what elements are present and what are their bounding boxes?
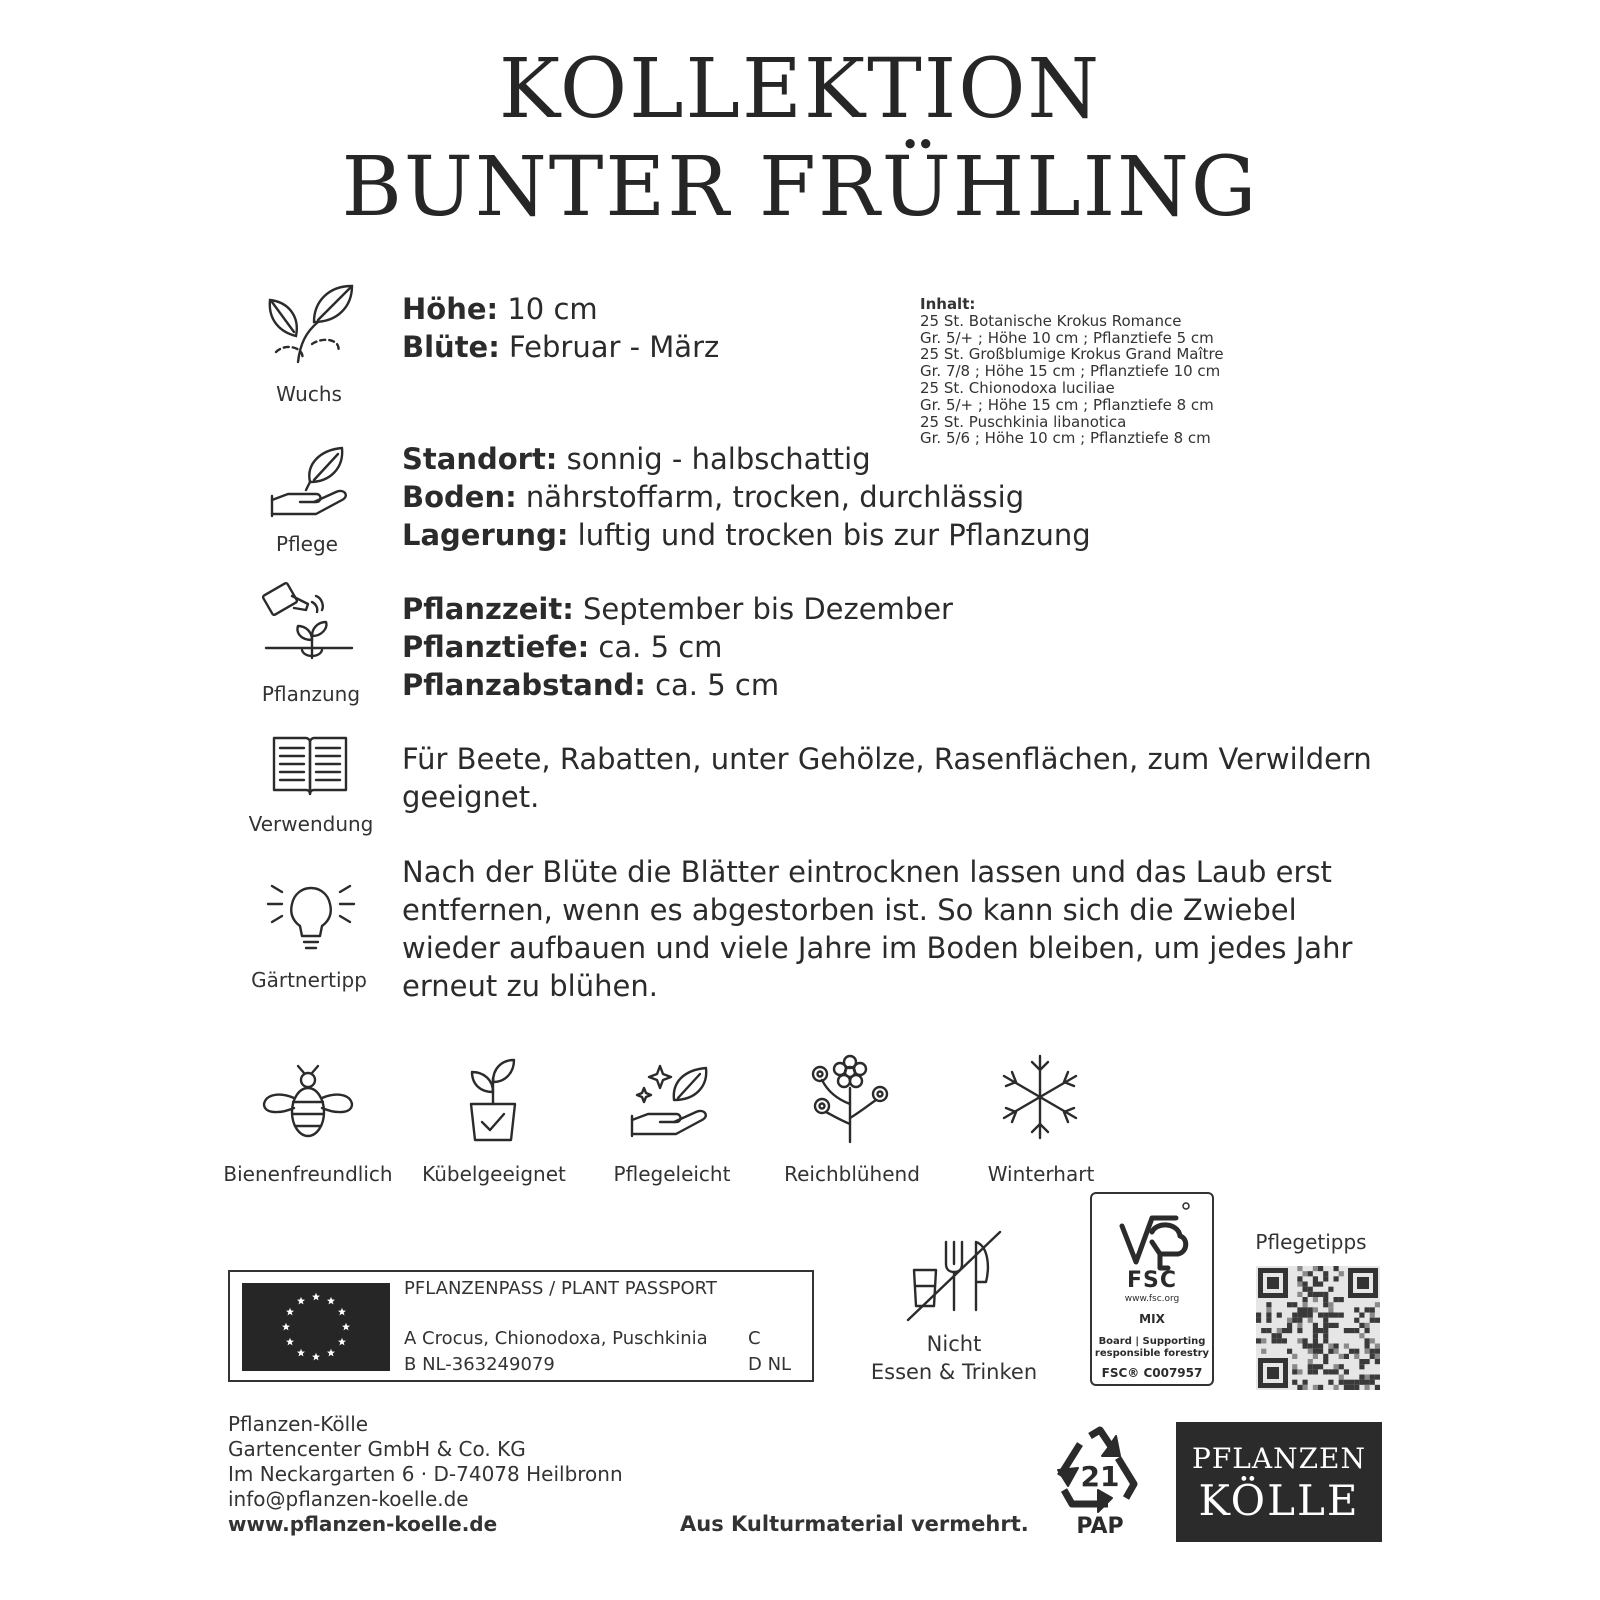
qr-cell — [1323, 1302, 1328, 1307]
flowers-icon — [804, 1054, 896, 1144]
bee-icon — [262, 1064, 354, 1140]
care-hand-icon — [270, 446, 352, 522]
contents-line: 25 St. Puschkinia libanotica — [920, 412, 1127, 431]
qr-cell — [1375, 1375, 1380, 1380]
qr-cell — [1354, 1380, 1359, 1385]
qr-cell — [1297, 1369, 1302, 1374]
qr-cell — [1313, 1282, 1318, 1287]
qr-cell — [1359, 1333, 1364, 1338]
qr-cell — [1313, 1276, 1318, 1281]
info-line-pflanzabstand: Pflanzabstand: ca. 5 cm — [402, 668, 780, 702]
qr-cell — [1297, 1282, 1302, 1287]
address-email-link[interactable]: info@pflanzen-koelle.de — [228, 1487, 469, 1511]
tip-line: Nach der Blüte die Blätter eintrocknen lassen und das Laub erst — [402, 855, 1332, 889]
qr-cell — [1292, 1302, 1297, 1307]
qr-cell — [1375, 1349, 1380, 1354]
qr-cell — [1261, 1328, 1266, 1333]
company-address — [228, 1412, 623, 1537]
qr-cell — [1272, 1338, 1277, 1343]
qr-cell — [1370, 1375, 1375, 1380]
qr-cell — [1318, 1292, 1323, 1297]
qr-cell — [1344, 1328, 1349, 1333]
qr-cell — [1277, 1338, 1282, 1343]
qr-cell — [1277, 1313, 1282, 1318]
qr-cell — [1339, 1375, 1344, 1380]
info-line-lagerung: Lagerung: luftig und trocken bis zur Pflanzung — [402, 518, 1091, 552]
section-label-gaertnertipp: Gärtnertipp — [251, 968, 367, 992]
qr-cell — [1256, 1318, 1261, 1323]
brand-logo — [1176, 1422, 1382, 1542]
qr-cell — [1354, 1349, 1359, 1354]
qr-cell — [1328, 1349, 1333, 1354]
qr-cell — [1308, 1287, 1313, 1292]
qr-cell — [1323, 1271, 1328, 1276]
qr-cell — [1323, 1323, 1328, 1328]
qr-cell — [1354, 1307, 1359, 1312]
passport-a: A Crocus, Chionodoxa, Puschkinia — [404, 1328, 708, 1349]
qr-cell — [1303, 1307, 1308, 1312]
qr-cell — [1287, 1318, 1292, 1323]
qr-cell — [1328, 1287, 1333, 1292]
brand-line-2: KÖLLE — [1198, 1476, 1360, 1525]
qr-cell — [1313, 1364, 1318, 1369]
qr-cell — [1365, 1380, 1370, 1385]
open-book-icon — [272, 734, 348, 796]
info-line-bluete: Blüte: Februar - März — [402, 330, 720, 364]
qr-cell — [1308, 1271, 1313, 1276]
qr-cell — [1370, 1349, 1375, 1354]
qr-cell — [1318, 1266, 1323, 1271]
passport-header: PFLANZENPASS / PLANT PASSPORT — [404, 1278, 717, 1299]
qr-cell — [1303, 1302, 1308, 1307]
qr-cell — [1287, 1323, 1292, 1328]
gaertnertipp-info — [402, 853, 1352, 1005]
qr-code-icon[interactable] — [1256, 1266, 1380, 1390]
qr-cell — [1349, 1380, 1354, 1385]
qr-cell — [1365, 1328, 1370, 1333]
qr-cell — [1339, 1271, 1344, 1276]
fsc-board-line-1: Board | Supporting — [1098, 1336, 1206, 1347]
qr-cell — [1297, 1318, 1302, 1323]
qr-cell — [1318, 1282, 1323, 1287]
qr-cell — [1375, 1359, 1380, 1364]
qr-cell — [1365, 1359, 1370, 1364]
qr-cell — [1308, 1369, 1313, 1374]
recycling-number: 21 — [1080, 1460, 1120, 1493]
info-line-hoehe: Höhe: 10 cm — [402, 292, 598, 326]
qr-cell — [1323, 1313, 1328, 1318]
address-website-link[interactable]: www.pflanzen-koelle.de — [228, 1512, 498, 1536]
info-line-standort: Standort: sonnig - halbschattig — [402, 442, 871, 476]
eu-star-icon — [312, 1353, 320, 1361]
qr-cell — [1328, 1380, 1333, 1385]
tip-line: wieder aufbauen und viele Jahre im Boden bleiben, um jedes Jahr — [402, 931, 1353, 965]
fsc-badge — [1090, 1192, 1214, 1386]
qr-cell — [1365, 1338, 1370, 1343]
qr-cell — [1365, 1349, 1370, 1354]
pflege-info — [402, 440, 1091, 554]
qr-cell — [1375, 1344, 1380, 1349]
eu-star-icon — [338, 1338, 346, 1346]
eu-star-icon — [282, 1323, 290, 1331]
qr-cell — [1292, 1313, 1297, 1318]
eu-star-icon — [327, 1297, 335, 1305]
verwendung-info — [402, 740, 1372, 816]
qr-cell — [1272, 1333, 1277, 1338]
qr-cell — [1328, 1344, 1333, 1349]
qr-cell — [1297, 1385, 1302, 1390]
plant-passport — [228, 1270, 814, 1382]
qr-cell — [1334, 1276, 1339, 1281]
contents-line: 25 St. Botanische Krokus Romance — [920, 311, 1182, 330]
not-food-icon — [906, 1230, 1002, 1322]
contents-line: Gr. 5/+ ; Höhe 15 cm ; Pflanztiefe 8 cm — [920, 395, 1214, 414]
qr-cell — [1375, 1354, 1380, 1359]
qr-cell — [1313, 1369, 1318, 1374]
qr-cell — [1334, 1313, 1339, 1318]
warning-line-2: Essen & Trinken — [870, 1360, 1038, 1384]
tip-line: erneut zu blühen. — [402, 969, 658, 1003]
qr-cell — [1334, 1344, 1339, 1349]
warning-line-1: Nicht — [926, 1332, 982, 1356]
pot-icon — [468, 1056, 518, 1142]
qr-cell — [1303, 1344, 1308, 1349]
fsc-board-line-2: responsible forestry — [1094, 1348, 1210, 1359]
qr-cell — [1266, 1313, 1271, 1318]
qr-cell — [1359, 1323, 1364, 1328]
info-line-pflanztiefe: Pflanztiefe: ca. 5 cm — [402, 630, 723, 664]
qr-cell — [1365, 1375, 1370, 1380]
qr-cell — [1375, 1385, 1380, 1390]
qr-cell — [1328, 1323, 1333, 1328]
qr-cell — [1370, 1354, 1375, 1359]
qr-cell — [1375, 1318, 1380, 1323]
qr-cell — [1344, 1380, 1349, 1385]
eu-star-icon — [297, 1349, 305, 1357]
section-label-verwendung: Verwendung — [248, 812, 374, 836]
qr-cell — [1359, 1375, 1364, 1380]
qr-cell — [1303, 1282, 1308, 1287]
qr-cell — [1359, 1313, 1364, 1318]
qr-cell — [1339, 1313, 1344, 1318]
section-label-wuchs: Wuchs — [276, 382, 342, 406]
qr-cell — [1303, 1380, 1308, 1385]
qr-cell — [1287, 1328, 1292, 1333]
qr-cell — [1303, 1287, 1308, 1292]
pflanzung-info — [402, 590, 953, 704]
eu-star-icon — [338, 1308, 346, 1316]
info-line-pflanzzeit: Pflanzzeit: September bis Dezember — [402, 592, 953, 626]
qr-cell — [1297, 1338, 1302, 1343]
qr-cell — [1323, 1338, 1328, 1343]
qr-cell — [1375, 1302, 1380, 1307]
qr-cell — [1303, 1297, 1308, 1302]
qr-cell — [1308, 1292, 1313, 1297]
footer-note: Aus Kulturmaterial vermehrt. — [680, 1512, 1029, 1536]
qr-cell — [1365, 1385, 1370, 1390]
feature-label-winterhart: Winterhart — [987, 1162, 1095, 1186]
qr-cell — [1334, 1266, 1339, 1271]
qr-cell — [1328, 1302, 1333, 1307]
passport-d: D NL — [748, 1354, 792, 1375]
qr-cell — [1334, 1323, 1339, 1328]
brand-line-1: PFLANZEN — [1192, 1442, 1366, 1475]
eu-star-icon — [286, 1308, 294, 1316]
qr-cell — [1303, 1313, 1308, 1318]
qr-cell — [1328, 1313, 1333, 1318]
qr-cell — [1303, 1338, 1308, 1343]
qr-cell — [1266, 1307, 1271, 1312]
address-line: Im Neckargarten 6 · D-74078 Heilbronn — [228, 1462, 623, 1486]
qr-cell — [1287, 1302, 1292, 1307]
qr-cell — [1323, 1359, 1328, 1364]
qr-cell — [1313, 1266, 1318, 1271]
verwendung-line: Für Beete, Rabatten, unter Gehölze, Rasenflächen, zum Verwildern — [402, 742, 1372, 776]
qr-cell — [1339, 1380, 1344, 1385]
qr-cell — [1344, 1354, 1349, 1359]
recycling-code: PAP — [1076, 1514, 1124, 1539]
qr-cell — [1308, 1359, 1313, 1364]
qr-cell — [1344, 1369, 1349, 1374]
qr-cell — [1313, 1354, 1318, 1359]
qr-cell — [1277, 1328, 1282, 1333]
qr-cell — [1359, 1380, 1364, 1385]
qr-cell — [1370, 1313, 1375, 1318]
qr-cell — [1365, 1323, 1370, 1328]
feature-label-pflegeleicht: Pflegeleicht — [613, 1162, 731, 1186]
qr-cell — [1313, 1323, 1318, 1328]
qr-cell — [1297, 1328, 1302, 1333]
tip-line: entfernen, wenn es abgestorben ist. So kann sich die Zwiebel — [402, 893, 1297, 927]
qr-cell — [1292, 1380, 1297, 1385]
verwendung-line: geeignet. — [402, 780, 540, 814]
passport-c: C — [748, 1328, 761, 1349]
qr-cell — [1261, 1349, 1266, 1354]
watering-can-icon — [262, 578, 354, 664]
address-line: Pflanzen-Kölle — [228, 1412, 369, 1436]
qr-cell — [1313, 1338, 1318, 1343]
fsc-tree-icon — [1116, 1202, 1192, 1272]
contents-list — [920, 296, 1224, 447]
eu-star-icon — [312, 1293, 320, 1301]
eu-flag-icon — [242, 1283, 390, 1371]
qr-cell — [1354, 1318, 1359, 1323]
qr-cell — [1328, 1369, 1333, 1374]
qr-cell — [1292, 1318, 1297, 1323]
qr-cell — [1256, 1338, 1261, 1343]
contents-line: Gr. 5/+ ; Höhe 10 cm ; Pflanztiefe 5 cm — [920, 328, 1214, 347]
passport-b: B NL-363249079 — [404, 1354, 555, 1375]
qr-cell — [1256, 1313, 1261, 1318]
qr-cell — [1297, 1307, 1302, 1312]
snowflake-icon — [998, 1054, 1082, 1140]
fsc-code: FSC® C007957 — [1101, 1366, 1203, 1380]
qr-cell — [1354, 1354, 1359, 1359]
wuchs-info — [402, 290, 719, 366]
qr-cell — [1334, 1369, 1339, 1374]
qr-cell — [1287, 1349, 1292, 1354]
qr-cell — [1277, 1333, 1282, 1338]
qr-cell — [1318, 1313, 1323, 1318]
qr-cell — [1313, 1307, 1318, 1312]
qr-cell — [1297, 1313, 1302, 1318]
qr-cell — [1297, 1292, 1302, 1297]
qr-cell — [1323, 1333, 1328, 1338]
contents-line: 25 St. Chionodoxa luciliae — [920, 378, 1115, 397]
fsc-mix: MIX — [1139, 1312, 1165, 1326]
qr-cell — [1292, 1354, 1297, 1359]
eu-star-icon — [342, 1323, 350, 1331]
qr-cell — [1323, 1292, 1328, 1297]
qr-cell — [1266, 1302, 1271, 1307]
qr-cell — [1318, 1328, 1323, 1333]
qr-cell — [1328, 1307, 1333, 1312]
qr-cell — [1313, 1385, 1318, 1390]
qr-cell — [1370, 1318, 1375, 1323]
qr-cell — [1313, 1333, 1318, 1338]
eu-star-icon — [286, 1338, 294, 1346]
qr-cell — [1261, 1338, 1266, 1343]
qr-cell — [1297, 1323, 1302, 1328]
contents-line: 25 St. Großblumige Krokus Grand Maître — [920, 345, 1224, 364]
qr-cell — [1313, 1297, 1318, 1302]
qr-cell — [1323, 1276, 1328, 1281]
fsc-url: www.fsc.org — [1124, 1294, 1180, 1304]
qr-cell — [1370, 1338, 1375, 1343]
qr-cell — [1359, 1359, 1364, 1364]
qr-cell — [1303, 1271, 1308, 1276]
qr-cell — [1370, 1380, 1375, 1385]
eu-stars-icon — [242, 1283, 390, 1371]
contents-line: Gr. 5/6 ; Höhe 10 cm ; Pflanztiefe 8 cm — [920, 429, 1211, 448]
qr-cell — [1344, 1385, 1349, 1390]
qr-cell — [1308, 1364, 1313, 1369]
easy-care-icon — [630, 1060, 712, 1140]
eu-star-icon — [297, 1297, 305, 1305]
feature-label-kuebelgeeignet: Kübelgeeignet — [422, 1162, 566, 1186]
qr-cell — [1303, 1385, 1308, 1390]
qr-cell — [1323, 1297, 1328, 1302]
qr-cell — [1365, 1344, 1370, 1349]
qr-cell — [1266, 1328, 1271, 1333]
qr-cell — [1354, 1385, 1359, 1390]
qr-cell — [1334, 1297, 1339, 1302]
qr-cell — [1359, 1364, 1364, 1369]
qr-cell — [1323, 1318, 1328, 1323]
qr-cell — [1313, 1349, 1318, 1354]
qr-cell — [1334, 1349, 1339, 1354]
section-label-pflanzung: Pflanzung — [261, 682, 361, 706]
qr-cell — [1323, 1354, 1328, 1359]
info-line-boden: Boden: nährstoffarm, trocken, durchlässig — [402, 480, 1025, 514]
qr-cell — [1282, 1338, 1287, 1343]
qr-cell — [1318, 1385, 1323, 1390]
qr-cell — [1349, 1349, 1354, 1354]
qr-cell — [1365, 1307, 1370, 1312]
qr-cell — [1323, 1369, 1328, 1374]
qr-cell — [1370, 1307, 1375, 1312]
qr-cell — [1308, 1349, 1313, 1354]
title-line-2: BUNTER FRÜHLING — [341, 140, 1259, 235]
eu-star-icon — [327, 1349, 335, 1357]
qr-cell — [1349, 1328, 1354, 1333]
contents-line: Gr. 7/8 ; Höhe 15 cm ; Pflanztiefe 10 cm — [920, 362, 1221, 381]
qr-cell — [1354, 1328, 1359, 1333]
qr-cell — [1297, 1266, 1302, 1271]
qr-cell — [1334, 1364, 1339, 1369]
qr-cell — [1318, 1349, 1323, 1354]
qr-cell — [1292, 1364, 1297, 1369]
qr-cell — [1266, 1318, 1271, 1323]
address-line: Gartencenter GmbH & Co. KG — [228, 1437, 526, 1461]
qr-cell — [1344, 1344, 1349, 1349]
qr-cell — [1313, 1292, 1318, 1297]
section-label-pflege: Pflege — [276, 532, 338, 556]
qr-cell — [1339, 1354, 1344, 1359]
qr-cell — [1313, 1344, 1318, 1349]
qr-cell — [1308, 1307, 1313, 1312]
fsc-name: FSC — [1126, 1268, 1178, 1293]
qr-cell — [1318, 1364, 1323, 1369]
feature-label-reichbluehend: Reichblühend — [784, 1162, 920, 1186]
qr-cell — [1349, 1385, 1354, 1390]
qr-cell — [1308, 1313, 1313, 1318]
qr-cell — [1318, 1344, 1323, 1349]
qr-cell — [1339, 1297, 1344, 1302]
qr-cell — [1308, 1344, 1313, 1349]
qr-cell — [1292, 1369, 1297, 1374]
qr-cell — [1323, 1328, 1328, 1333]
contents-heading: Inhalt: — [920, 295, 976, 313]
feature-label-bienenfreundlich: Bienenfreundlich — [223, 1162, 393, 1186]
qr-cell — [1339, 1364, 1344, 1369]
plant-growth-icon — [266, 282, 356, 366]
title-line-1: KOLLEKTION — [498, 42, 1102, 137]
qr-cell — [1334, 1385, 1339, 1390]
qr-cell — [1313, 1328, 1318, 1333]
qr-cell — [1297, 1276, 1302, 1281]
qr-cell — [1308, 1318, 1313, 1323]
lightbulb-icon — [266, 882, 356, 950]
qr-label: Pflegetipps — [1255, 1230, 1367, 1254]
qr-cell — [1282, 1328, 1287, 1333]
